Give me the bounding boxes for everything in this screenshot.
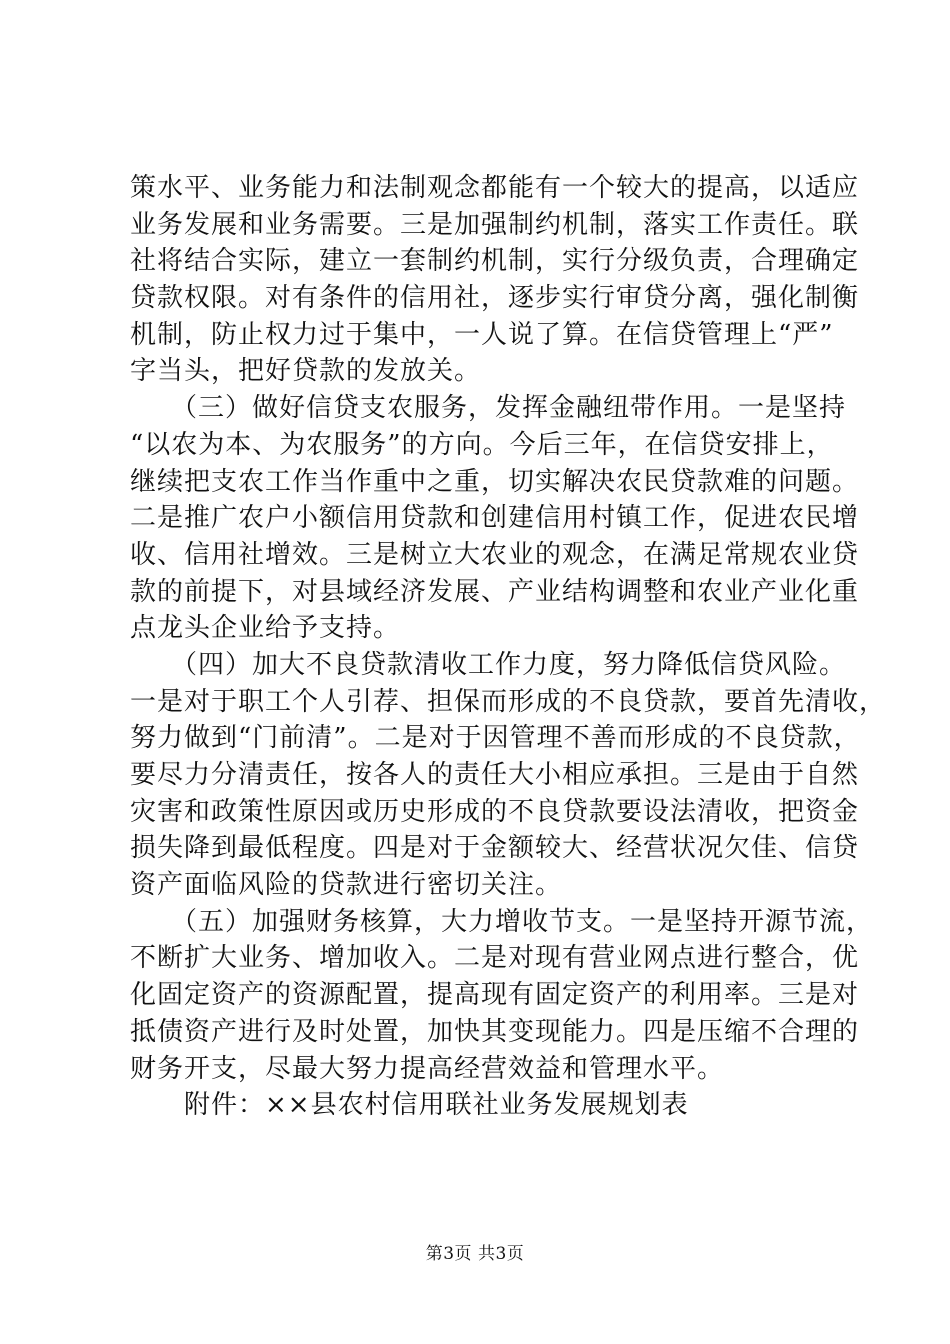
text-line: 继续把支农工作当作重中之重，切实解决农民贷款难的问题。 xyxy=(130,466,860,497)
text-line: 努力做到“门前清”。二是对于因管理不善而形成的不良贷款， xyxy=(130,723,861,754)
text-line: 化固定资产的资源配置，提高现有固定资产的利用率。三是对 xyxy=(130,980,860,1011)
text-line: 机制，防止权力过于集中，一人说了算。在信贷管理上“严” xyxy=(130,319,834,350)
text-line: 社将结合实际，建立一套制约机制，实行分级负责，合理确定 xyxy=(130,246,860,277)
text-line: （四）加大不良贷款清收工作力度，努力降低信贷风险。 xyxy=(130,649,847,680)
text-line: 损失降到最低程度。四是对于金额较大、经营状况欠佳、信贷 xyxy=(130,833,860,864)
text-line: 一是对于职工个人引荐、担保而形成的不良贷款，要首先清收， xyxy=(130,686,887,717)
text-line: 财务开支，尽最大努力提高经营效益和管理水平。 xyxy=(130,1053,725,1084)
page-number-footer: 第3页 共3页 xyxy=(425,1244,525,1264)
document-body xyxy=(130,170,887,1124)
text-line: 抵债资产进行及时处置，加快其变现能力。四是压缩不合理的 xyxy=(130,1016,860,1047)
text-line: 二是推广农户小额信用贷款和创建信用村镇工作，促进农民增 xyxy=(130,503,860,534)
text-line: 字当头，把好贷款的发放关。 xyxy=(130,356,482,387)
text-line: 资产面临风险的贷款进行密切关注。 xyxy=(130,870,563,901)
text-line: 灾害和政策性原因或历史形成的不良贷款要设法清收，把资金 xyxy=(130,796,860,827)
text-line: “以农为本、为农服务”的方向。今后三年，在信贷安排上， xyxy=(130,429,834,460)
text-line: 策水平、业务能力和法制观念都能有一个较大的提高，以适应 xyxy=(130,173,860,203)
text-line: （三）做好信贷支农服务，发挥金融纽带作用。一是坚持 xyxy=(130,393,847,424)
text-line: 点龙头企业给予支持。 xyxy=(130,613,401,644)
text-line: 不断扩大业务、增加收入。二是对现有营业网点进行整合，优 xyxy=(130,943,860,974)
text-line: 业务发展和业务需要。三是加强制约机制，落实工作责任。联 xyxy=(130,209,860,240)
text-line: 款的前提下，对县域经济发展、产业结构调整和农业产业化重 xyxy=(130,576,860,607)
text-line: （五）加强财务核算，大力增收节支。一是坚持开源节流， xyxy=(130,906,874,937)
text-line: 要尽力分清责任，按各人的责任大小相应承担。三是由于自然 xyxy=(130,760,860,790)
text-line: 贷款权限。对有条件的信用社，逐步实行审贷分离，强化制衡 xyxy=(130,283,860,314)
text-line: 附件：××县农村信用联社业务发展规划表 xyxy=(130,1090,689,1121)
text-line: 收、信用社增效。三是树立大农业的观念，在满足常规农业贷 xyxy=(130,539,860,570)
